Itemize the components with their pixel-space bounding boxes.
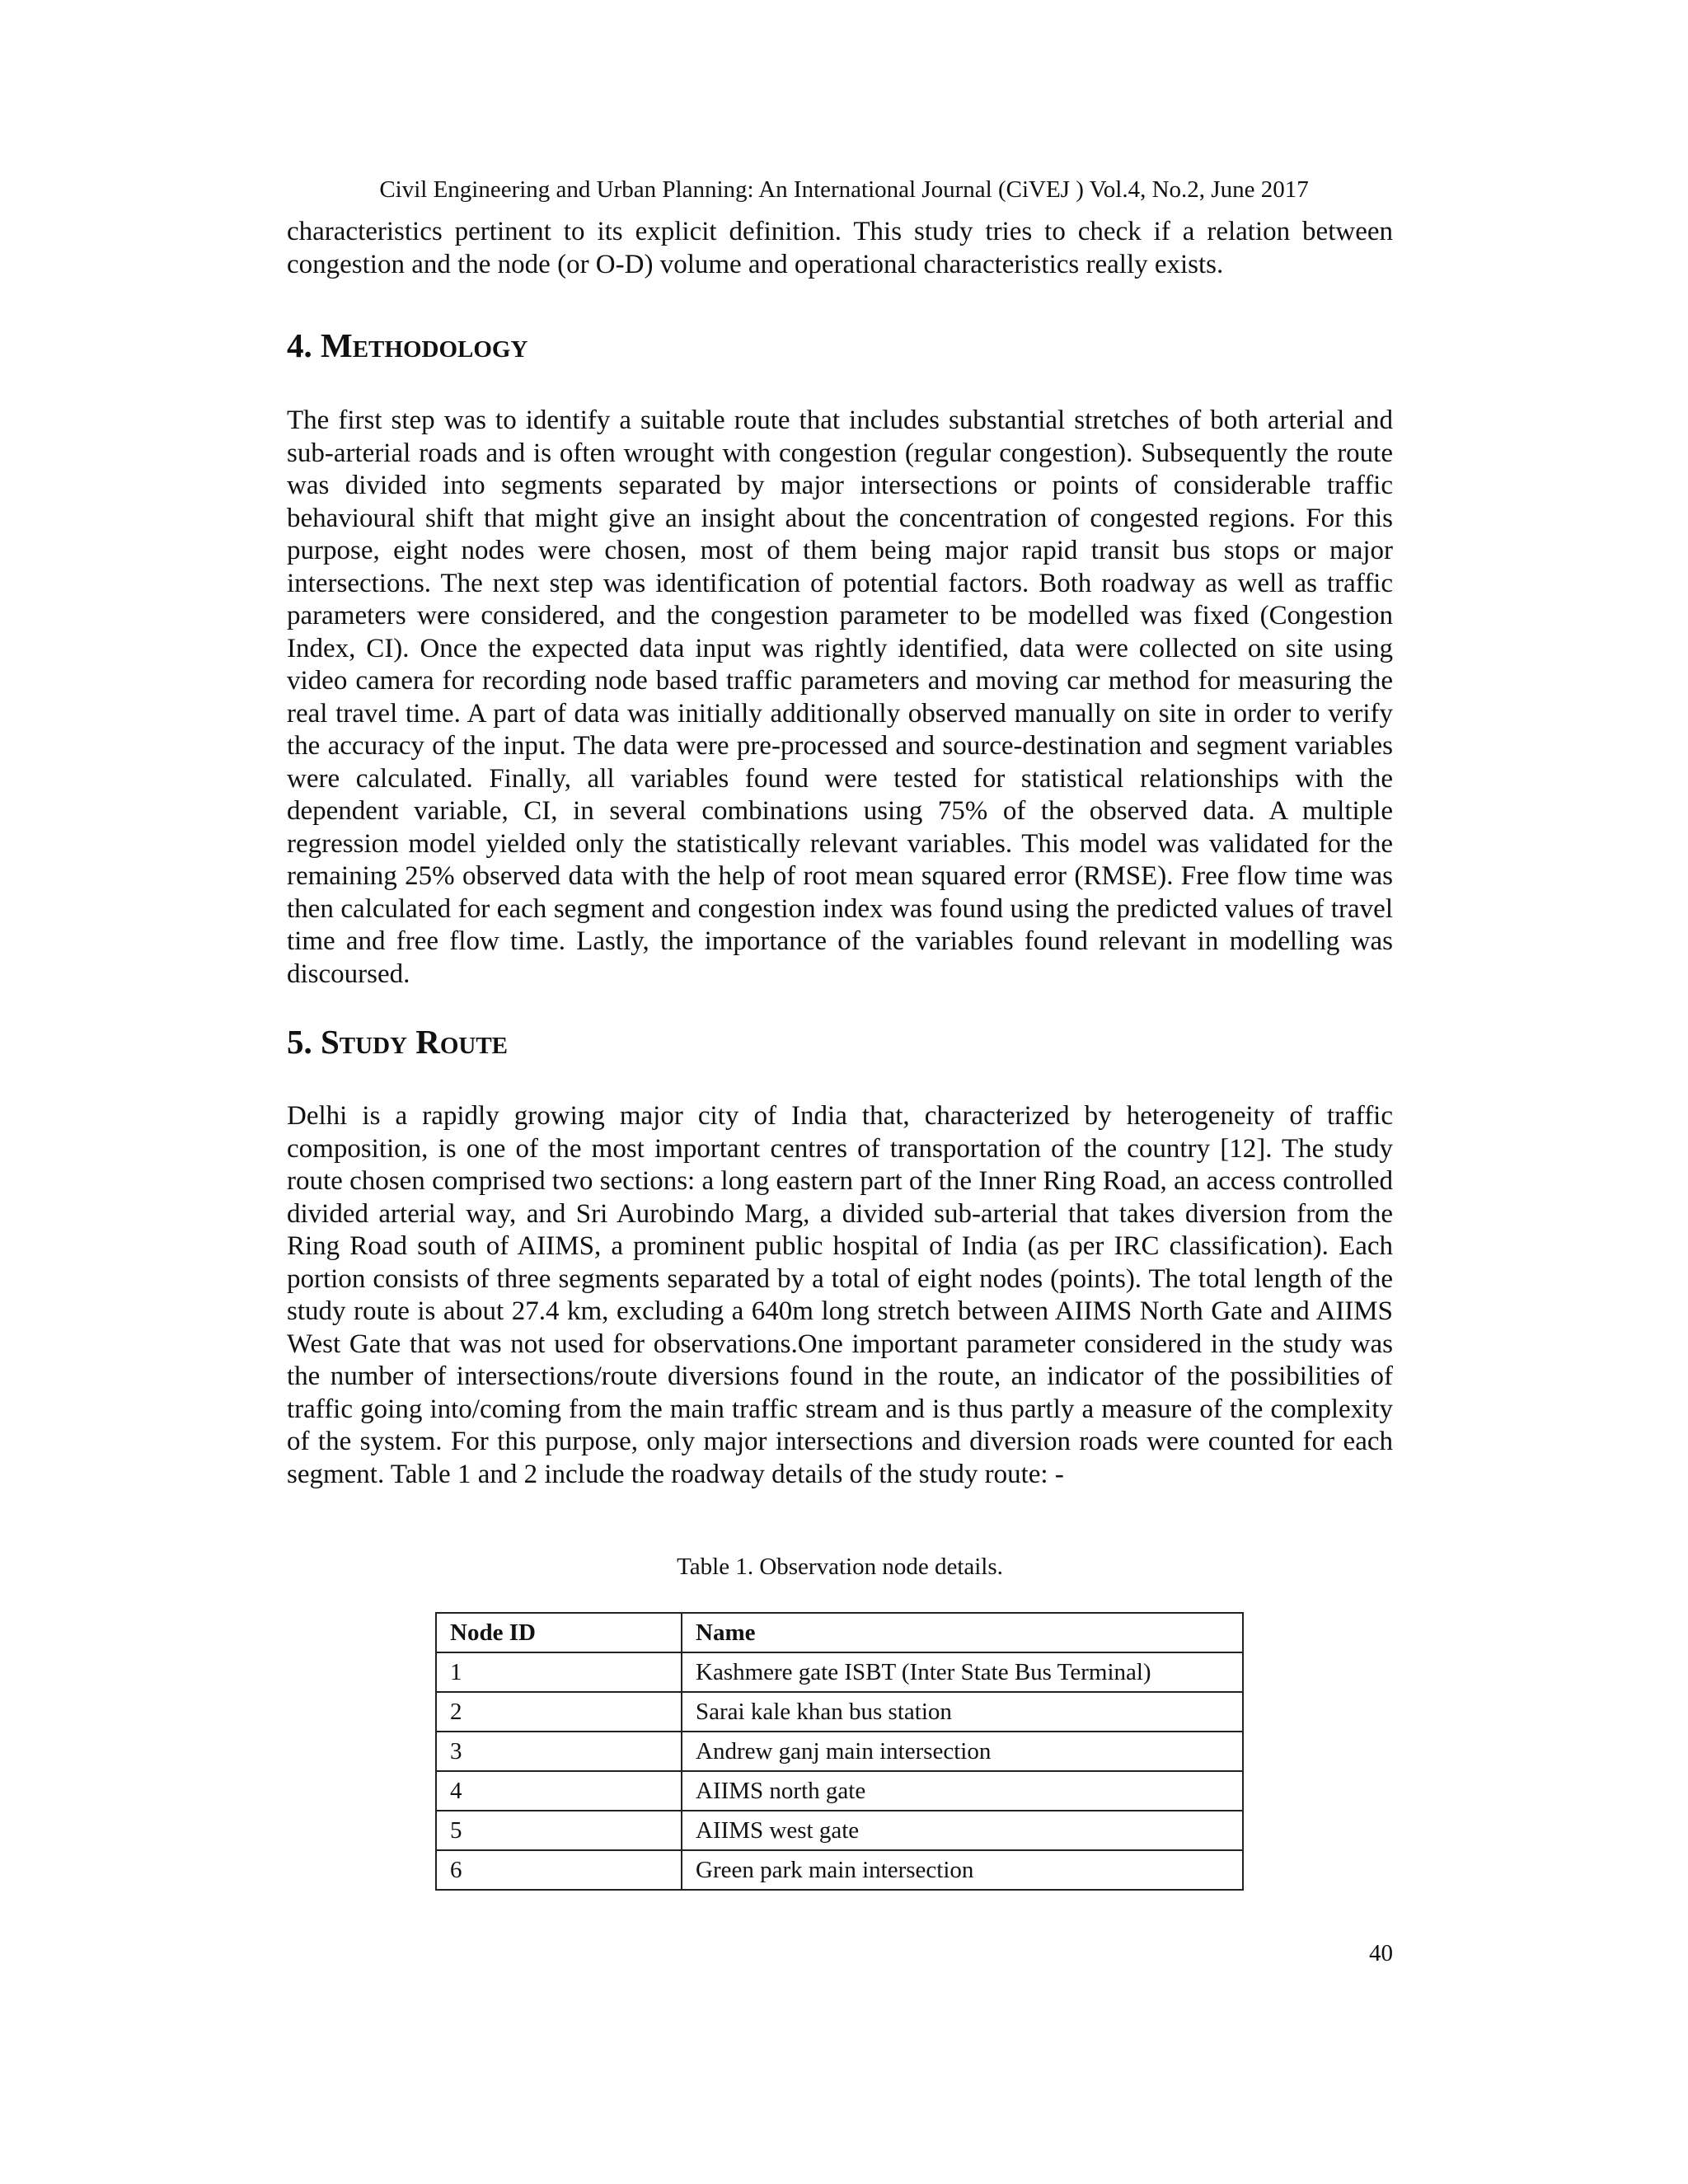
intro-paragraph-text: characteristics pertinent to its explicit definition. This study tries to check if a relation between congestion and the node (or O-D) volume and operational characteristics really exists. — [287, 217, 1393, 279]
study-route-paragraph-text: Delhi is a rapidly growing major city of India that, characterized by heterogeneity of traffic composition, is one of the most important centres of transportation of the country [12]. The study route chosen comprised two sections: a long eastern part of the Inner Ring Road, an access controlled divided arterial way, and Sri Aurobindo Marg, a divided sub-arterial that takes diversion from the Ring Road south of AIIMS, a prominent public hospital of India (as per IRC classification). Each portion consists of three segments separated by a total of eight nodes (points). The total length of the study route is about 27.4 km, excluding a 640m long stretch between AIIMS North Gate and AIIMS West Gate that was not used for observations.One important parameter considered in the study was the number of intersections/route diversions found in the route, an indicator of the possibilities of traffic going into/coming from the main traffic stream and is thus partly a measure of the complexity of the system. For this purpose, only major intersections and diversion roads were counted for each segment. Table 1 and 2 include the roadway details of the study route: - — [287, 1101, 1393, 1489]
methodology-paragraph-text: The first step was to identify a suitable route that includes substantial stretches of both arterial and sub-arterial roads and is often wrought with congestion (regular congestion). Subsequently the route was divided into segments separated by major intersections or points of considerable traffic behavioural shift that might give an insight about the concentration of congested regions. For this purpose, eight nodes were chosen, most of them being major rapid transit bus stops or major intersections. The next step was identification of potential factors. Both roadway as well as traffic parameters were considered, and the congestion parameter to be modelled was fixed (Congestion Index, CI). Once the expected data input was rightly identified, data were collected on site using video camera for recording node based traffic parameters and moving car method for measuring the real travel time. A part of data was initially additionally observed manually on site in order to verify the accuracy of the input. The data were pre-processed and source-destination and segment variables were calculated. Finally, all variables found were tested for statistical relationships with the dependent variable, CI, in several combinations using 75% of the observed data. A multiple regression model yielded only the statistically relevant variables. This model was validated for the remaining 25% observed data with the help of root mean squared error (RMSE). Free flow time was then calculated for each segment and congestion index was found using the predicted values of travel time and free flow time. Lastly, the importance of the variables found relevant in modelling was discoursed. — [287, 405, 1393, 989]
section-5-number: 5. — [287, 1023, 321, 1061]
node-id-cell: 2 — [436, 1692, 682, 1732]
node-id-cell: 6 — [436, 1850, 682, 1890]
section-4-title: Methodology — [321, 326, 528, 364]
study-route-paragraph — [287, 1100, 1393, 1491]
observation-node-table — [435, 1612, 1244, 1891]
section-4-heading — [287, 326, 528, 365]
column-header-name: Name — [682, 1613, 1243, 1652]
page-number: 40 — [1369, 1940, 1393, 1966]
section-5-heading — [287, 1022, 508, 1062]
intro-paragraph — [287, 216, 1393, 281]
node-name-cell: Green park main intersection — [682, 1850, 1243, 1890]
table-row — [436, 1771, 1243, 1811]
section-5-title: Study Route — [321, 1023, 509, 1061]
section-4-number: 4. — [287, 326, 321, 364]
table-1-caption: Table 1. Observation node details. — [677, 1554, 1003, 1580]
table-row — [436, 1811, 1243, 1850]
table-row — [436, 1652, 1243, 1692]
running-header: Civil Engineering and Urban Planning: An International Journal (CiVEJ ) Vol.4, No.2, June 2017 — [379, 176, 1309, 203]
table-row — [436, 1850, 1243, 1890]
node-name-cell: Kashmere gate ISBT (Inter State Bus Terminal) — [682, 1652, 1243, 1692]
column-header-node-id: Node ID — [436, 1613, 682, 1652]
table-row — [436, 1692, 1243, 1732]
node-name-cell: Andrew ganj main intersection — [682, 1732, 1243, 1771]
node-id-cell: 5 — [436, 1811, 682, 1850]
node-id-cell: 3 — [436, 1732, 682, 1771]
node-id-cell: 1 — [436, 1652, 682, 1692]
node-id-cell: 4 — [436, 1771, 682, 1811]
node-name-cell: AIIMS north gate — [682, 1771, 1243, 1811]
table-row — [436, 1732, 1243, 1771]
node-name-cell: Sarai kale khan bus station — [682, 1692, 1243, 1732]
node-name-cell: AIIMS west gate — [682, 1811, 1243, 1850]
methodology-paragraph — [287, 405, 1393, 991]
table-header-row — [436, 1613, 1243, 1652]
